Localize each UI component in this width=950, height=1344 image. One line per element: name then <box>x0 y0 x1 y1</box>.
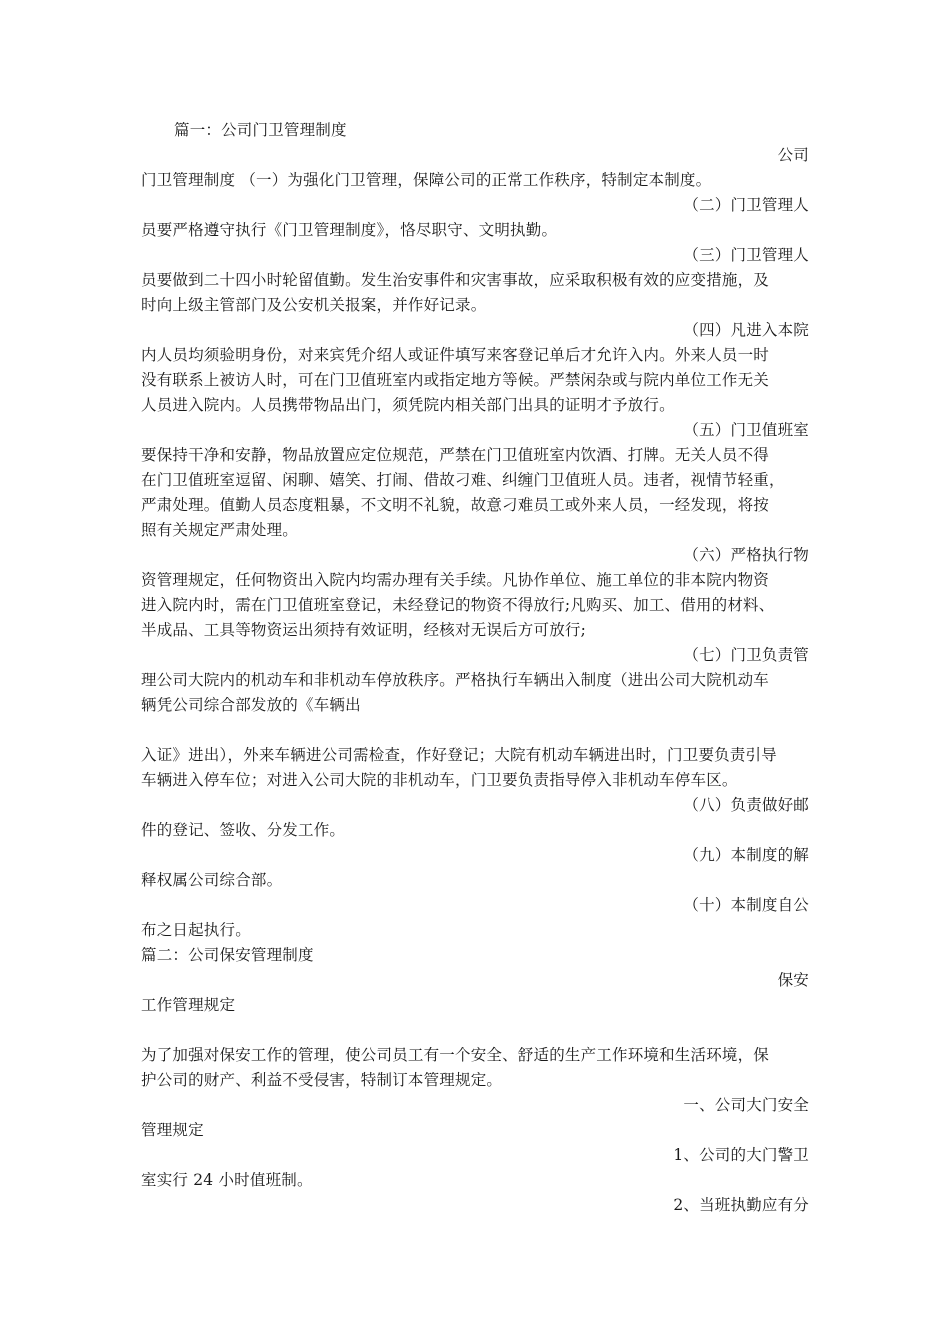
text-line: （四）凡进入本院 <box>683 321 809 339</box>
text-line: （十）本制度自公 <box>683 896 809 914</box>
text-line: 理公司大院内的机动车和非机动车停放秩序。严格执行车辆出入制度（进出公司大院机动车 <box>141 671 770 689</box>
text-line: 员要严格遵守执行《门卫管理制度》，恪尽职守、文明执勤。 <box>141 221 558 239</box>
text-line: 车辆进入停车位；对进入公司大院的非机动车，门卫要负责指导停入非机动车停车区。 <box>141 771 738 789</box>
text-line: 保安 <box>777 971 809 989</box>
text-line: （六）严格执行物 <box>683 546 809 564</box>
text-line: 管理规定 <box>141 1121 204 1139</box>
text-line: 在门卫值班室逗留、闲聊、嬉笑、打闹、借故刁难、纠缠门卫值班人员。违者，视情节轻重， <box>141 471 785 489</box>
text-line: 半成品、工具等物资运出须持有效证明，经核对无误后方可放行; <box>141 621 587 639</box>
text-line: 员要做到二十四小时轮留值勤。发生治安事件和灾害事故，应采取积极有效的应变措施，及 <box>141 271 770 289</box>
text-line: 工作管理规定 <box>141 996 236 1014</box>
text-line: 门卫管理制度 （一）为强化门卫管理，保障公司的正常工作秩序，特制定本制度。 <box>141 171 712 189</box>
text-line: 一、公司大门安全 <box>683 1096 809 1114</box>
text-line: （七）门卫负责管 <box>683 646 809 664</box>
text-line: 资管理规定，任何物资出入院内均需办理有关手续。凡协作单位、施工单位的非本院内物资 <box>141 571 770 589</box>
text-line: 护公司的财产、利益不受侵害，特制订本管理规定。 <box>141 1071 503 1089</box>
text-line: 释权属公司综合部。 <box>141 871 283 889</box>
text-line: 人员进入院内。人员携带物品出门，须凭院内相关部门出具的证明才予放行。 <box>141 396 675 414</box>
text-line: 件的登记、签收、分发工作。 <box>141 821 346 839</box>
text-line: 时向上级主管部门及公安机关报案，并作好记录。 <box>141 296 487 314</box>
text-line: 严肃处理。值勤人员态度粗暴，不文明不礼貌，故意刁难员工或外来人员，一经发现，将按 <box>141 496 770 514</box>
section-title: 篇一：公司门卫管理制度 <box>174 121 347 139</box>
text-line: （二）门卫管理人 <box>683 196 809 214</box>
text-line: （五）门卫值班室 <box>683 421 809 439</box>
text-line: 公司 <box>777 146 809 164</box>
text-line: 入证》进出），外来车辆进公司需检查，作好登记；大院有机动车辆进出时，门卫要负责引导 <box>141 746 777 764</box>
text-line: 布之日起执行。 <box>141 921 251 939</box>
text-line: 没有联系上被访人时，可在门卫值班室内或指定地方等候。严禁闲杂或与院内单位工作无关 <box>141 371 770 389</box>
text-line: （三）门卫管理人 <box>683 246 809 264</box>
text-line: 进入院内时，需在门卫值班室登记，未经登记的物资不得放行;凡购买、加工、借用的材料、 <box>141 596 775 614</box>
text-line: （八）负责做好邮 <box>683 796 809 814</box>
text-line: 室实行 24 小时值班制。 <box>141 1171 313 1189</box>
text-line: 内人员均须验明身份，对来宾凭介绍人或证件填写来客登记单后才允许入内。外来人员一时 <box>141 346 770 364</box>
text-line: 为了加强对保安工作的管理，使公司员工有一个安全、舒适的生产工作环境和生活环境，保 <box>141 1046 770 1064</box>
section-title: 篇二：公司保安管理制度 <box>141 946 314 964</box>
text-line: 要保持干净和安静，物品放置应定位规范，严禁在门卫值班室内饮酒、打牌。无关人员不得 <box>141 446 770 464</box>
text-line: 辆凭公司综合部发放的《车辆出 <box>141 696 361 714</box>
text-line: 2、当班执勤应有分 <box>673 1196 809 1214</box>
text-line: （九）本制度的解 <box>683 846 809 864</box>
text-line: 照有关规定严肃处理。 <box>141 521 299 539</box>
text-line: 1、公司的大门警卫 <box>673 1146 809 1164</box>
